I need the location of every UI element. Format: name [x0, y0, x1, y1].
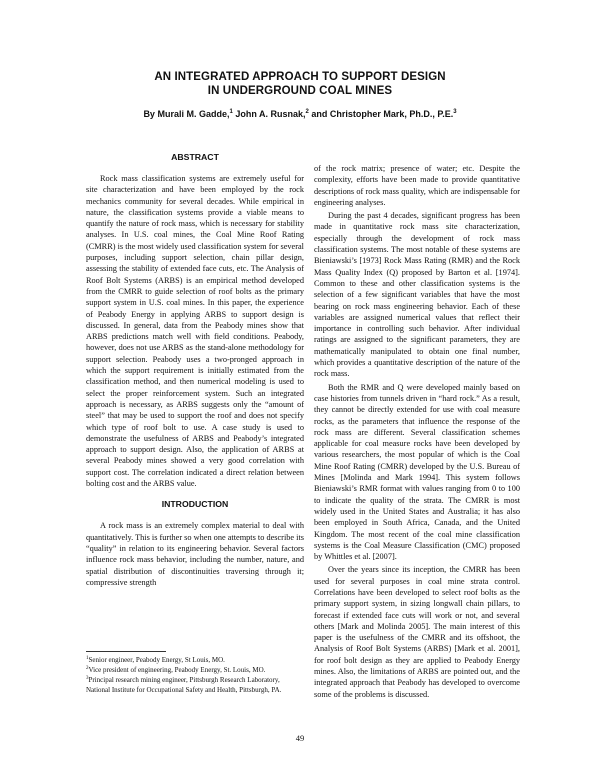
author-2-name: John A. Rusnak,: [232, 109, 306, 119]
footnote-1: $^1$Senior engineer, Peabody Energy, St Louis, MO.: [86, 656, 225, 664]
author-3-name: and Christopher Mark, Ph.D., P.E.: [308, 109, 454, 119]
footnote-rule: [86, 651, 166, 652]
right-paragraph-1: During the past 4 decades, significant progress has been made in quantitative rock mass site characterization, especially through the development of rock mass classification systems. The most notable of these systems are Bieniawski’s [1973] Rock Mass Rating (RMR) and the Rock Mass Quality Index (Q) proposed by Barton et al. [1974]. Common to these and other classification systems is the selection of a few significant variables that have the most bearing on rock mass engineering behavior. Each of these variables are assigned numerical values that reflect their importance in controlling such behavior. After individual ratings are assigned to the significant parameters, they are mathematically manipulated to obtain one final number, which provides a quantitative description of the nature of the rock mass.: [314, 211, 520, 379]
page-number: 49: [295, 733, 305, 743]
author-1-sup: 1: [229, 109, 233, 115]
introduction-paragraph-1: A rock mass is an extremely complex material to deal with quantitatively. This is further so when one attempts to describe its “quality” in relation to its engineering behavior. Several factors influence rock mass behavior, including the number, nature, and spatial distribution of discontinuities traversing through it; compressive strength: [86, 521, 304, 587]
title-line-2: IN UNDERGROUND COAL MINES: [207, 85, 393, 97]
author-1-name: Murali M. Gadde,: [157, 109, 230, 119]
author-3-sup: 3: [453, 109, 457, 115]
title-line-1: AN INTEGRATED APPROACH TO SUPPORT DESIGN: [154, 71, 446, 83]
right-column: [314, 163, 520, 700]
author-line: [0, 108, 600, 120]
footnotes: [86, 651, 304, 696]
abstract-text: Rock mass classification systems are extremely useful for site characterization and have been employed by the rock mechanics community for several decades. While empirical in nature, the classification systems provide a viable means to quantify the nature of rock mass, which is necessary for stability analyses. In U.S. coal mines, the Coal Mine Roof Rating (CMRR) is the most widely used classification system for several purposes, including support selection, chain pillar design, assessing the stability of extended face cuts, etc. The Analysis of Roof Bolt Systems (ARBS) is an empirical method developed from the CMRR to guide selection of roof bolts as the primary support system in U.S. coal mines. In this paper, the experience of Peabody Energy in applying ARBS to support design is discussed. In general, data from the Peabody mines show that ARBS predictions match well with field conditions. Peabody, however, does not use ARBS as the stand-alone methodology for support selection. Peabody uses a two-pronged approach in which the support requirement is initially estimated from the classification method, and then numerical modeling is used to select the proper reinforcement system. Such an integrated approach is necessary, as ARBS suggests only the “amount of steel” that may be used to support the roof and does not specify which type of roof bolt to use. A case study is used to demonstrate the usefulness of ARBS and Peabody’s integrated approach to support design. Also, the application of ARBS at several Peabody mines showed a very good correlation with support cost. The correlation indicated a direct relation between bolting cost and the ARBS value.: [86, 174, 304, 489]
footnote-3: $^3$Principal research mining engineer, Pittsburgh Research Laboratory, National Institute for Occupational Safety and Health, Pittsburgh, PA.: [86, 676, 282, 694]
paper-title: [0, 70, 600, 98]
author-2-sup: 2: [305, 109, 309, 115]
authors-prefix: By: [143, 109, 158, 119]
right-paragraph-3: Over the years since its inception, the CMRR has been used for several purposes in coal mine strata control. Correlations have been developed to select roof bolts as the primary support system, in sizing longwall chain pillars, to forecast if extended face cuts will work or not, and several others [Mark and Molinda 2005]. The main interest of this paper is the usefulness of the CMRR and its offshoot, the Analysis of Roof Bolt Systems (ARBS) [Mark et al. 2001], for roof bolt design as they are applied to Peabody Energy mines. Also, the limitations of ARBS are pointed out, and the integrated approach that Peabody has developed to overcome some of the problems is discussed.: [314, 565, 520, 699]
introduction-heading: INTRODUCTION: [161, 499, 229, 510]
footnote-2: $^2$Vice president of engineering, Peabody Energy, St. Louis, MO.: [86, 666, 266, 675]
right-paragraph-2: Both the RMR and Q were developed mainly based on case histories from tunnels driven in “hard rock.” As a result, they cannot be directly extended for use with coal measure rocks, as the parameters that influence the response of the rock mass are different. Several classification schemes applicable for coal measure rocks have been developed by various researchers, the most popular of which is the Coal Mine Roof Rating (CMRR) developed by the U.S. Bureau of Mines [Molinda and Mark 1994]. This system follows Bieniawski’s RMR format with values ranging from 0 to 100 to indicate the quality of the strata. The CMRR is most widely used in the United States and Australia; it has also been employed in South Africa, Canada, and the United Kingdom. The most recent of the coal mine classification systems is the Coal Measure Classification (CMC) proposed by Whittles et al. [2007].: [314, 382, 520, 562]
left-column: [86, 152, 304, 588]
abstract-heading: ABSTRACT: [171, 152, 219, 162]
right-paragraph-continuation: of the rock matrix; presence of water; etc. Despite the complexity, efforts have been made to provide quantitative descriptions of rock mass quality, which are indispensable for engineering analyses.: [314, 164, 520, 207]
